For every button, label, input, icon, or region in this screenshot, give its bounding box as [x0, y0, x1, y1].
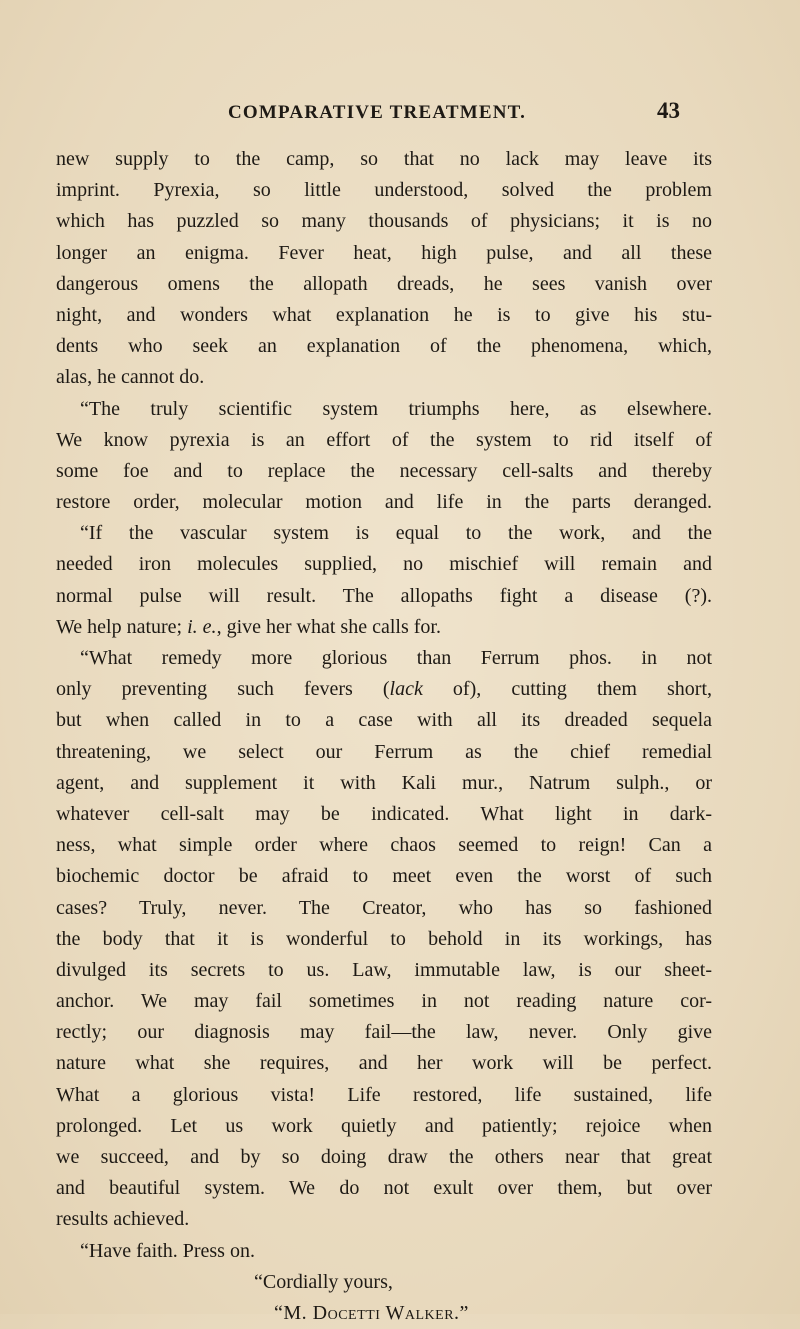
text-line: anchor. We may fail sometimes in not reading nature cor-: [56, 990, 712, 1013]
text-line: divulged its secrets to us. Law, immutable law, is our sheet-: [56, 958, 712, 981]
text-line: prolonged. Let us work quietly and patiently; rejoice when: [56, 1114, 712, 1137]
body-text: [56, 144, 712, 1329]
text-line: “The truly scientific system triumphs here, as elsewhere.: [80, 397, 712, 420]
text-line: restore order, molecular motion and life in the parts deranged.: [56, 491, 712, 514]
text-line: dangerous omens the allopath dreads, he sees vanish over: [56, 272, 712, 295]
text-line: only preventing such fevers (lack of), cutting them short,: [56, 678, 712, 701]
text-line: and beautiful system. We do not exult over them, but over: [56, 1177, 712, 1200]
text-line: ness, what simple order where chaos seemed to reign! Can a: [56, 834, 712, 857]
text-line: nature what she requires, and her work will be perfect.: [56, 1052, 712, 1075]
page-title: COMPARATIVE TREATMENT.: [228, 102, 527, 123]
text-line: biochemic doctor be afraid to meet even the worst of such: [56, 865, 712, 888]
text-line: new supply to the camp, so that no lack may leave its: [56, 148, 712, 170]
text-line: cases? Truly, never. The Creator, who has so fashioned: [56, 896, 712, 919]
running-head: [0, 92, 800, 132]
text-line: but when called in to a case with all its dreaded sequela: [56, 709, 712, 732]
text-line: We help nature; i. e., give her what she calls for.: [56, 615, 441, 638]
text-line: We know pyrexia is an effort of the system to rid itself of: [56, 428, 712, 451]
signature-line: “M. Docetti Walker.”: [274, 1301, 469, 1324]
text-line: the body that it is wonderful to behold in its workings, has: [56, 927, 712, 950]
text-line: night, and wonders what explanation he is to give his stu-: [56, 303, 712, 326]
text-line: imprint. Pyrexia, so little understood, solved the problem: [56, 179, 712, 202]
text-line: longer an enigma. Fever heat, high pulse, and all these: [56, 241, 712, 264]
text-line: What a glorious vista! Life restored, life sustained, life: [56, 1083, 712, 1106]
text-line: rectly; our diagnosis may fail—the law, never. Only give: [56, 1021, 712, 1044]
text-line: “What remedy more glorious than Ferrum phos. in not: [80, 647, 712, 669]
text-line: whatever cell-salt may be indicated. What light in dark-: [56, 802, 712, 825]
text-line: some foe and to replace the necessary cell-salts and thereby: [56, 459, 712, 482]
text-line: which has puzzled so many thousands of physicians; it is no: [56, 210, 712, 233]
text-line: dents who seek an explanation of the phenomena, which,: [56, 335, 712, 358]
text-line: “If the vascular system is equal to the work, and the: [80, 522, 712, 545]
text-line: normal pulse will result. The allopaths fight a disease (?).: [56, 584, 712, 607]
text-line: we succeed, and by so doing draw the others near that great: [56, 1146, 712, 1168]
text-line: alas, he cannot do.: [56, 366, 205, 389]
text-line: results achieved.: [56, 1208, 190, 1231]
page-number: 43: [657, 98, 680, 123]
text-line: threatening, we select our Ferrum as the chief remedial: [56, 740, 712, 763]
text-line: agent, and supplement it with Kali mur., Natrum sulph., or: [56, 771, 712, 794]
text-line: needed iron molecules supplied, no mischief will remain and: [56, 553, 712, 576]
text-line: “Have faith. Press on.: [80, 1239, 255, 1262]
closing-line: “Cordially yours,: [254, 1270, 393, 1293]
